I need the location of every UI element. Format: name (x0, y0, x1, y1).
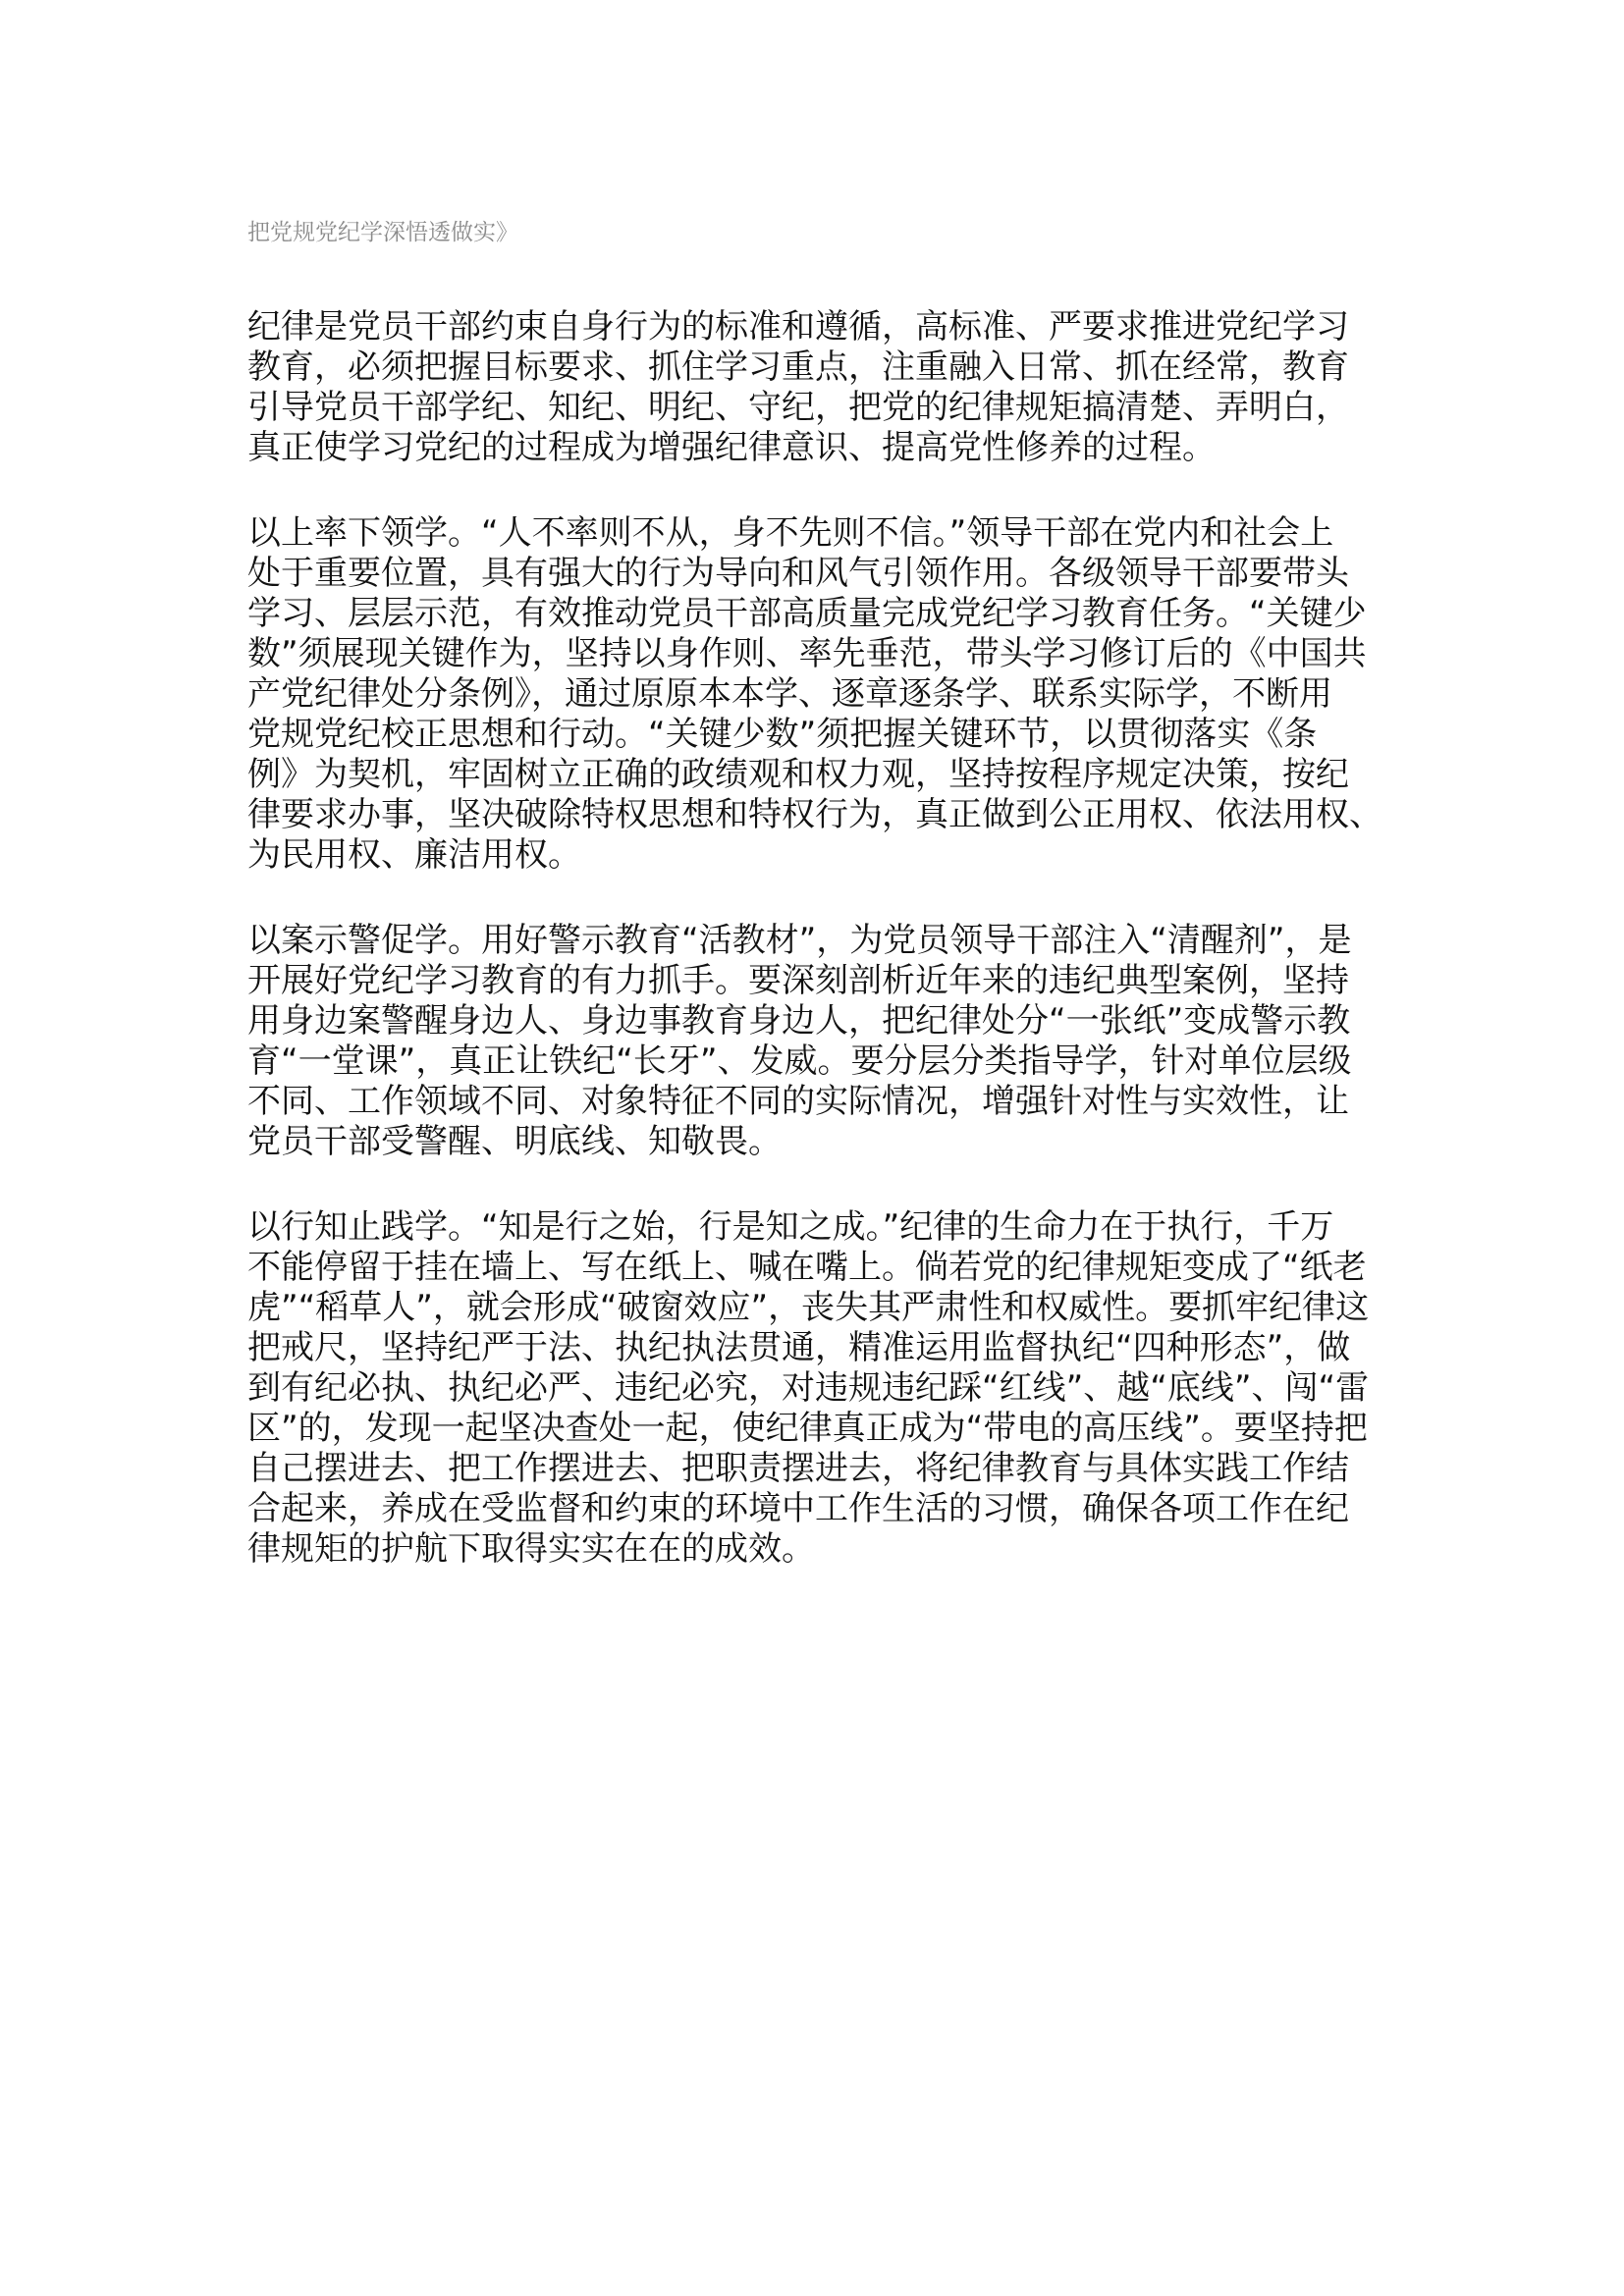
paragraph-lead-by-example (247, 513, 1406, 876)
paragraph-line: 不同、工作领域不同、对象特征不同的实际情况，增强针对性与实效性，让 (247, 1082, 1349, 1121)
paragraph-line: 以上率下领学。“人不率则不从，身不先则不信。”领导干部在党内和社会上 (247, 513, 1334, 553)
paragraph-line: 纪律是党员干部约束自身行为的标准和遵循，高标准、严要求推进党纪学习 (247, 307, 1349, 347)
paragraph-line: 自己摆进去、把工作摆进去、把职责摆进去，将纪律教育与具体实践工作结 (247, 1449, 1349, 1488)
paragraph-line: 到有纪必执、执纪必严、违纪必究，对违规违纪踩“红线”、越“底线”、闯“雷 (247, 1368, 1370, 1408)
paragraph-line: 产党纪律处分条例》，通过原原本本学、逐章逐条学、联系实际学，不断用 (247, 674, 1332, 714)
paragraph-line: 把戒尺，坚持纪严于法、执纪执法贯通，精准运用监督执纪“四种形态”，做 (247, 1328, 1351, 1367)
paragraph-line: 真正使学习党纪的过程成为增强纪律意识、提高党性修养的过程。 (247, 428, 1216, 467)
paragraph-case-warning (247, 921, 1406, 1162)
paragraph-line: 为民用权、廉洁用权。 (247, 835, 581, 875)
paragraph-line: 区”的，发现一起坚决查处一起，使纪律真正成为“带电的高压线”。要坚持把 (247, 1409, 1368, 1448)
paragraph-line: 党员干部受警醒、明底线、知敬畏。 (247, 1122, 782, 1161)
paragraph-line: 例》为契机，牢固树立正确的政绩观和权力观，坚持按程序规定决策，按纪 (247, 755, 1349, 794)
paragraph-line: 数”须展现关键作为，坚持以身作则、率先垂范，带头学习修订后的《中国共 (247, 634, 1367, 673)
paragraph-line: 律规矩的护航下取得实实在在的成效。 (247, 1529, 815, 1569)
paragraph-line: 党规党纪校正思想和行动。“关键少数”须把握关键环节，以贯彻落实《条 (247, 715, 1318, 754)
paragraph-line: 合起来，养成在受监督和约束的环境中工作生活的习惯，确保各项工作在纪 (247, 1489, 1349, 1528)
paragraph-line: 虎”“稻草人”，就会形成“破窗效应”，丧失其严肃性和权威性。要抓牢纪律这 (247, 1288, 1370, 1327)
paragraph-practice (247, 1207, 1406, 1570)
article-body (247, 307, 1406, 1615)
paragraph-line: 用身边案警醒身边人、身边事教育身边人，把纪律处分“一张纸”变成警示教 (247, 1001, 1351, 1041)
paragraph-line: 以行知止践学。“知是行之始，行是知之成。”纪律的生命力在于执行，千万 (247, 1207, 1334, 1247)
paragraph-line: 律要求办事，坚决破除特权思想和特权行为，真正做到公正用权、依法用权、 (247, 795, 1382, 834)
paragraph-line: 处于重要位置，具有强大的行为导向和风气引领作用。各级领导干部要带头 (247, 554, 1349, 593)
paragraph-line: 学习、层层示范，有效推动党员干部高质量完成党纪学习教育任务。“关键少 (247, 594, 1367, 633)
paragraph-line: 育“一堂课”，真正让铁纪“长牙”、发威。要分层分类指导学，针对单位层级 (247, 1041, 1352, 1081)
paragraph-line: 引导党员干部学纪、知纪、明纪、守纪，把党的纪律规矩搞清楚、弄明白， (247, 388, 1349, 427)
paragraph-intro (247, 307, 1406, 468)
running-header: 把党规党纪学深悟透做实》 (247, 220, 518, 245)
paragraph-line: 教育，必须把握目标要求、抓住学习重点，注重融入日常、抓在经常，教育 (247, 347, 1349, 387)
paragraph-line: 以案示警促学。用好警示教育“活教材”，为党员领导干部注入“清醒剂”，是 (247, 921, 1352, 960)
paragraph-line: 开展好党纪学习教育的有力抓手。要深刻剖析近年来的违纪典型案例，坚持 (247, 961, 1349, 1000)
paragraph-line: 不能停留于挂在墙上、写在纸上、喊在嘴上。倘若党的纪律规矩变成了“纸老 (247, 1248, 1367, 1287)
